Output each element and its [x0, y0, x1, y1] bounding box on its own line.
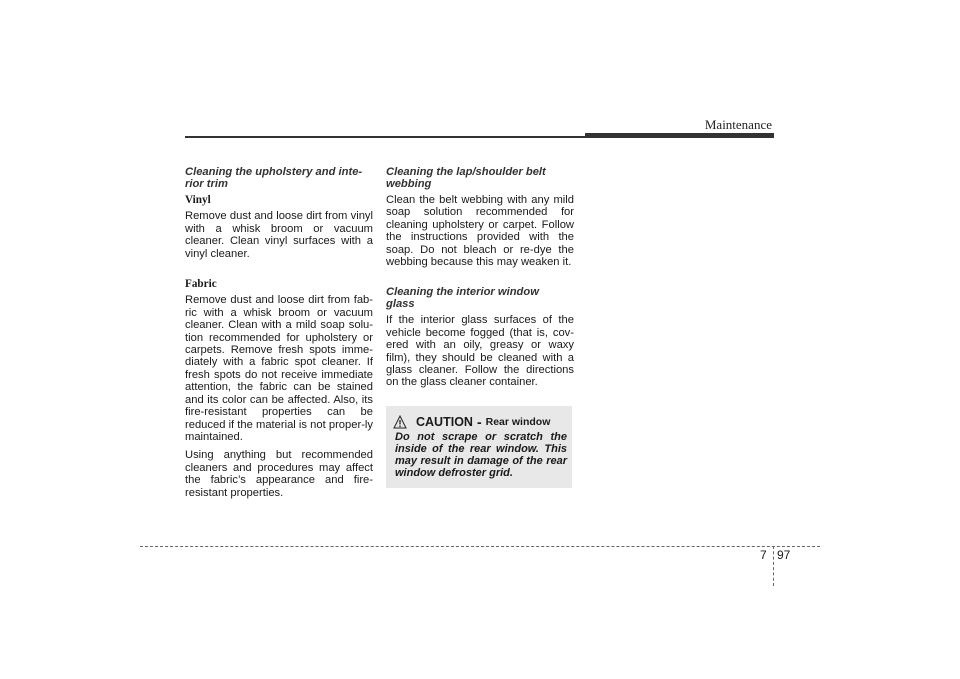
glass-heading [386, 286, 574, 310]
glass-text: If the interior glass surfaces of the vehicle become fogged (that is, cov-ered with an oily, greasy or waxy film), they should be cleaned with a glass cleaner. Follow the directions on the glass cleaner container. [386, 314, 574, 389]
fabric-label: Fabric [185, 278, 217, 291]
belt-text: Clean the belt webbing with any mild soap solution recommended for cleaning upholstery or carpet. Follow the instructions provided with the soap. Do not bleach or re-dye the webbing because this may weaken it. [386, 194, 574, 269]
upholstery-heading-line1: Cleaning the upholstery and inte- [185, 166, 363, 178]
upholstery-heading [185, 166, 373, 190]
caution-label: CAUTION [416, 415, 473, 429]
header-rule-thick [585, 133, 774, 138]
caution-dash: - [476, 414, 482, 430]
right-column [386, 166, 574, 395]
warning-triangle-icon [393, 415, 407, 429]
fabric-text: Remove dust and loose dirt from fab-ric with a whisk broom or vacuum cleaner. Clean with a mild soap solu-tion recommended for upholstery or carpets. Remove fresh spots imme-diately with a fabric spot cleaner. If fresh spots do not receive immediate attention, the fabric can be stained and its color can be affected. Also, its fire-resistant properties can be reduced if the material is not proper-ly maintained. [185, 294, 373, 443]
belt-heading [386, 166, 574, 190]
left-column [185, 166, 373, 505]
belt-heading-line1: Cleaning the lap/shoulder belt [386, 166, 546, 178]
footer-page-divider [773, 546, 774, 586]
vinyl-text: Remove dust and loose dirt from vinyl with a whisk broom or vacuum cleaner. Clean vinyl surfaces with a vinyl cleaner. [185, 210, 373, 260]
caution-subject: Rear window [485, 416, 551, 428]
belt-heading-line2: webbing [386, 178, 432, 190]
glass-heading-line2: glass [386, 298, 415, 311]
glass-heading-line1: Cleaning the interior window [386, 286, 539, 299]
fabric-text-2: Using anything but recommended cleaners and procedures may affect the fabric’s appearance and fire-resistant properties. [185, 449, 373, 499]
header-rule-thin [185, 136, 585, 138]
page-number: 97 [777, 548, 791, 562]
upholstery-heading-line2: rior trim [185, 178, 228, 190]
footer-dashed-rule [140, 546, 820, 547]
chapter-number: 7 [760, 548, 767, 562]
caution-box [386, 406, 572, 488]
caution-text: Do not scrape or scratch the inside of the rear window. This may result in damage of the rear window defroster grid. [395, 431, 567, 479]
section-title: Maintenance [704, 117, 772, 132]
vinyl-label: Vinyl [185, 194, 211, 206]
caution-header [393, 414, 550, 430]
